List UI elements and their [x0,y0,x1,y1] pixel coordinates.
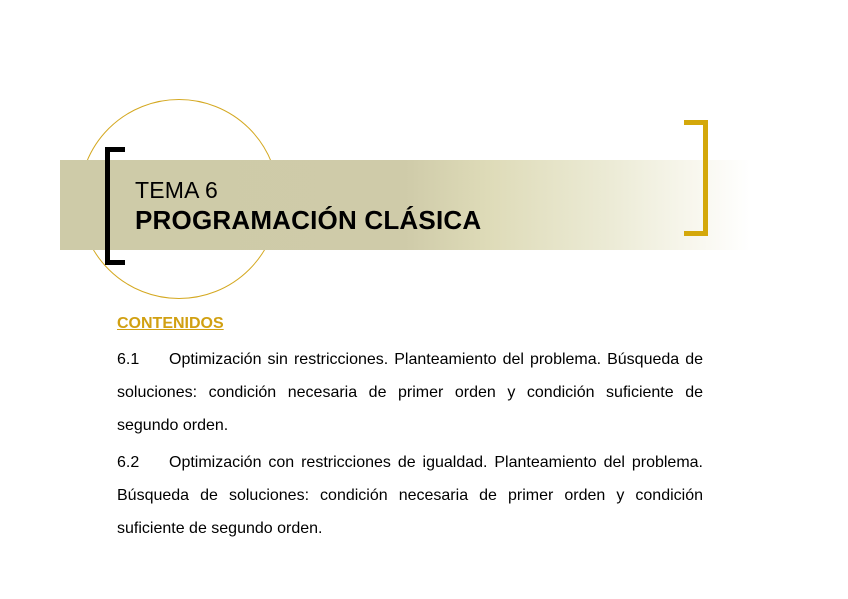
item-text: Optimización sin restricciones. Planteamiento del problema. Búsqueda de soluciones: condición necesaria de primer orden y condición suficiente de segundo orden. [117,351,703,434]
slide-subtitle: TEMA 6 [135,177,219,203]
content-item [117,343,703,442]
item-text: Optimización con restricciones de igualdad. Planteamiento del problema. Búsqueda de soluciones: condición necesaria de primer orden y condición suficiente de segundo orden. [117,454,703,537]
item-number: 6.2 [117,454,140,471]
slide-title: PROGRAMACIÓN CLÁSICA [135,205,482,235]
left-bracket-decoration [105,147,125,265]
right-bracket-decoration [684,120,708,236]
content-item [117,446,703,545]
section-heading: CONTENIDOS [117,315,224,332]
item-number: 6.1 [117,351,140,368]
